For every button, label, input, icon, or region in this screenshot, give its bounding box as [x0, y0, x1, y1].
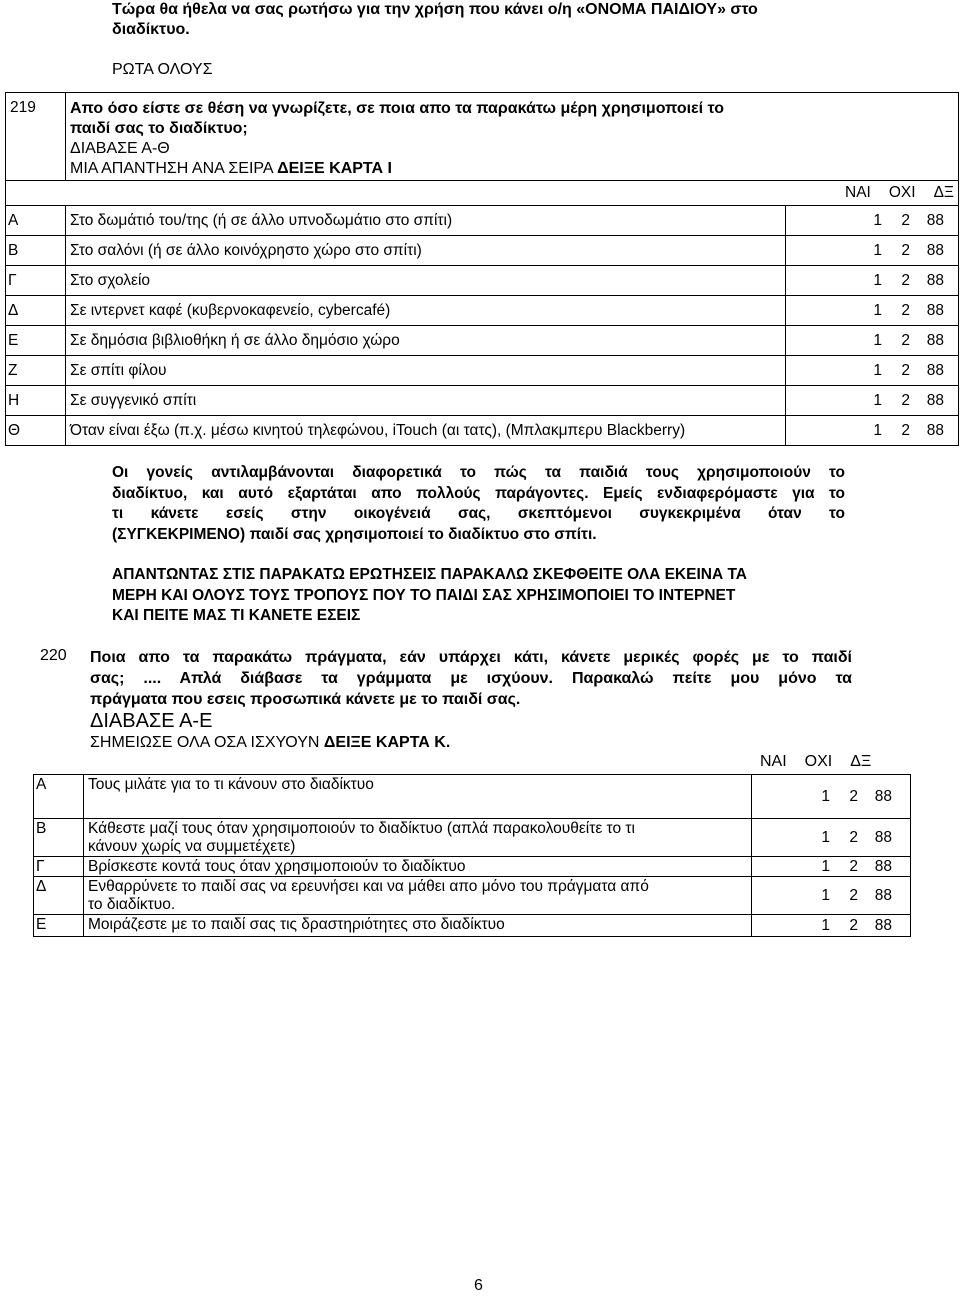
show-card-instruction: ΔΕΙΞΕ ΚΑΡΤΑ Ι — [277, 160, 392, 177]
question-220-row — [34, 819, 911, 857]
answer-instruction-text: ΜΙΑ ΑΠΑΝΤΗΣΗ ΑΝΑ ΣΕΙΡΑ — [70, 160, 278, 177]
question-219-header-row — [6, 93, 959, 181]
row-line-1: Κάθεστε μαζί τους όταν χρησιμοποιούν το διαδίκτυο (απλά παρακολουθείτε το τι — [88, 820, 635, 837]
row-label: Σε σπίτι φίλου — [66, 356, 786, 386]
header-yes-220: ΝΑΙ — [760, 753, 787, 770]
row-codes[interactable] — [786, 296, 959, 326]
code-no[interactable]: 2 — [901, 421, 910, 439]
question-219-number: 219 — [6, 93, 66, 181]
question-220-row — [34, 877, 911, 915]
code-yes[interactable]: 1 — [821, 828, 830, 846]
question-219-text — [66, 93, 786, 181]
question-219-column-headers — [6, 181, 959, 206]
code-no[interactable]: 2 — [901, 241, 910, 259]
code-yes[interactable]: 1 — [873, 271, 882, 289]
code-no[interactable]: 2 — [901, 331, 910, 349]
code-no[interactable]: 2 — [901, 361, 910, 379]
question-220-column-headers — [760, 752, 871, 772]
row-codes[interactable] — [786, 236, 959, 266]
row-line-1: Μοιράζεστε με το παιδί σας τις δραστηριότητες στο διαδίκτυο — [88, 916, 505, 933]
code-no[interactable]: 2 — [901, 211, 910, 229]
code-dk[interactable]: 88 — [874, 828, 892, 846]
code-dk[interactable]: 88 — [874, 857, 892, 875]
question-220-read-instruction: ΔΙΑΒΑΣΕ Α-Ε — [90, 710, 213, 732]
code-dk[interactable]: 88 — [926, 241, 944, 259]
question-219-row — [6, 236, 959, 266]
row-line-1: Βρίσκεστε κοντά τους όταν χρησιμοποιούν το διαδίκτυο — [88, 858, 466, 875]
row-letter: Ε — [6, 326, 66, 356]
row-label — [84, 775, 752, 819]
question-219-row — [6, 416, 959, 446]
code-yes[interactable]: 1 — [873, 331, 882, 349]
show-card-k: ΔΕΙΞΕ ΚΑΡΤΑ Κ. — [323, 734, 451, 751]
page-number: 6 — [474, 1277, 483, 1294]
code-yes[interactable]: 1 — [873, 211, 882, 229]
row-codes[interactable] — [786, 326, 959, 356]
code-dk[interactable]: 88 — [874, 787, 892, 805]
row-label — [84, 819, 752, 857]
row-line-2: κάνουν χωρίς να συμμετέχετε) — [88, 838, 296, 855]
row-codes[interactable] — [752, 877, 911, 915]
row-codes[interactable] — [786, 206, 959, 236]
row-label: Σε δημόσια βιβλιοθήκη ή σε άλλο δημόσιο χώρο — [66, 326, 786, 356]
row-letter: Ε — [34, 915, 84, 937]
question-220-row — [34, 857, 911, 877]
code-dk[interactable]: 88 — [926, 211, 944, 229]
question-219-row — [6, 206, 959, 236]
row-codes[interactable] — [786, 266, 959, 296]
paragraph-line-3: τι κάνετε εσείς στην οικογένειά σας, σκεπτόμενοι συγκεκριμένα όταν το — [112, 505, 845, 522]
code-no[interactable]: 2 — [849, 916, 858, 934]
question-219-line-1: Απο όσο είστε σε θέση να γνωρίζετε, σε ποια απο τα παρακάτω μέρη χρησιμοποιεί το — [70, 100, 724, 117]
code-dk[interactable]: 88 — [926, 301, 944, 319]
row-label: Σε συγγενικό σπίτι — [66, 386, 786, 416]
code-yes[interactable]: 1 — [873, 301, 882, 319]
row-letter: Α — [34, 775, 84, 819]
row-line-1: Ενθαρρύνετε το παιδί σας να ερευνήσει και να μάθει απο μόνο του πράγματα από — [88, 878, 649, 895]
question-220-line-2: σας; .... Απλά διάβασε τα γράμματα με ισχύουν. Παρακαλώ πείτε μου μόνο τα — [90, 670, 852, 687]
row-codes[interactable] — [786, 386, 959, 416]
caps-line-1: ΑΠΑΝΤΩΝΤΑΣ ΣΤΙΣ ΠΑΡΑΚΑΤΩ ΕΡΩΤΗΣΕΙΣ ΠΑΡΑΚΑΛΩ ΣΚΕΦΘΕΙΤΕ ΟΛΑ ΕΚΕΙΝΑ ΤΑ — [112, 566, 747, 583]
code-yes[interactable]: 1 — [873, 241, 882, 259]
code-yes[interactable]: 1 — [873, 421, 882, 439]
question-220-note — [90, 733, 450, 753]
question-219-table — [5, 92, 959, 446]
code-no[interactable]: 2 — [849, 828, 858, 846]
question-220-number: 220 — [40, 647, 67, 664]
row-label — [84, 877, 752, 915]
code-yes[interactable]: 1 — [821, 916, 830, 934]
question-220-line-3: πράγματα που εσεις προσωπικά κάνετε με το παιδί σας. — [90, 691, 521, 708]
intro-line-1: Τώρα θα ήθελα να σας ρωτήσω για την χρήση που κάνει ο/η «ΟΝΟΜΑ ΠΑΙΔΙΟΥ» στο — [112, 1, 758, 18]
question-219-read-instruction: ΔΙΑΒΑΣΕ Α-Θ — [70, 140, 170, 157]
code-dk[interactable]: 88 — [926, 271, 944, 289]
row-label — [84, 915, 752, 937]
row-codes[interactable] — [752, 775, 911, 819]
header-no-220: ΟΧΙ — [804, 753, 833, 770]
row-codes[interactable] — [752, 857, 911, 877]
code-no[interactable]: 2 — [901, 391, 910, 409]
row-codes[interactable] — [752, 915, 911, 937]
caps-line-3: ΚΑΙ ΠΕΙΤΕ ΜΑΣ ΤΙ ΚΑΝΕΤΕ ΕΣΕΙΣ — [112, 607, 361, 624]
code-yes[interactable]: 1 — [873, 361, 882, 379]
row-letter: Δ — [34, 877, 84, 915]
header-dk-220: ΔΞ — [850, 753, 872, 770]
question-220-text — [90, 647, 852, 710]
question-220-row — [34, 775, 911, 819]
row-codes[interactable] — [786, 356, 959, 386]
code-yes[interactable]: 1 — [821, 857, 830, 875]
row-label: Στο σχολείο — [66, 266, 786, 296]
row-label: Στο σαλόνι (ή σε άλλο κοινόχρηστο χώρο στο σπίτι) — [66, 236, 786, 266]
caps-line-2: ΜΕΡΗ ΚΑΙ ΟΛΟΥΣ ΤΟΥΣ ΤΡΟΠΟΥΣ ΠΟΥ ΤΟ ΠΑΙΔΙ ΣΑΣ ΧΡΗΣΙΜΟΠΟΙΕΙ ΤΟ ΙΝΤΕΡΝΕΤ — [112, 586, 736, 604]
row-letter: Β — [34, 819, 84, 857]
code-no[interactable]: 2 — [901, 301, 910, 319]
row-label: Όταν είναι έξω (π.χ. μέσω κινητού τηλεφώνου, iTouch (αι τατς), (Μπλακμπερυ Blackberry) — [66, 416, 786, 446]
code-dk[interactable]: 88 — [874, 886, 892, 904]
row-letter: Η — [6, 386, 66, 416]
code-no[interactable]: 2 — [849, 857, 858, 875]
intro-line-2: διαδίκτυο. — [112, 21, 190, 38]
row-codes[interactable] — [786, 416, 959, 446]
question-219-row — [6, 296, 959, 326]
paragraph-line-2: διαδίκτυο, και αυτό εξαρτάται απο πολλούς παράγοντες. Εμείς ενδιαφερόμαστε για το — [112, 484, 845, 502]
row-letter: Δ — [6, 296, 66, 326]
row-letter: Α — [6, 206, 66, 236]
parents-intro-paragraph — [112, 463, 845, 545]
code-no[interactable]: 2 — [849, 886, 858, 904]
note-text: ΣΗΜΕΙΩΣΕ ΟΛΑ ΟΣΑ ΙΣΧΥΟΥΝ — [90, 734, 324, 751]
question-220-row — [34, 915, 911, 937]
question-219-answer-instruction — [70, 159, 782, 179]
row-letter: Γ — [6, 266, 66, 296]
row-codes[interactable] — [752, 819, 911, 857]
row-letter: Θ — [6, 416, 66, 446]
code-no[interactable]: 2 — [901, 271, 910, 289]
question-220-line-1: Ποια απο τα παρακάτω πράγματα, εάν υπάρχει κάτι, κάνετε μερικές φορές με το παιδί — [90, 649, 852, 666]
row-letter: Ζ — [6, 356, 66, 386]
paragraph-line-4: (ΣΥΓΚΕΚΡΙΜΕΝΟ) παιδί σας χρησιμοποιεί το διαδίκτυο στο σπίτι. — [112, 525, 597, 543]
question-219-line-2: παιδί σας το διαδίκτυο; — [70, 120, 248, 137]
question-219-row — [6, 356, 959, 386]
row-line-2: το διαδίκτυο. — [88, 896, 176, 913]
caps-instruction — [112, 565, 852, 627]
paragraph-line-1: Οι γονείς αντιλαμβάνονται διαφορετικά το πώς τα παιδιά τους χρησιμοποιούν το — [112, 464, 845, 481]
code-yes[interactable]: 1 — [821, 886, 830, 904]
question-220-table — [33, 774, 911, 937]
code-yes[interactable]: 1 — [873, 391, 882, 409]
row-line-1: Τους μιλάτε για το τι κάνουν στο διαδίκτυο — [88, 776, 374, 793]
code-dk[interactable]: 88 — [926, 391, 944, 409]
code-dk[interactable]: 88 — [926, 421, 944, 439]
question-219-row — [6, 326, 959, 356]
header-yes: ΝΑΙ — [845, 184, 871, 201]
header-no: ΟΧΙ — [888, 184, 916, 201]
question-219-row — [6, 386, 959, 416]
code-yes[interactable]: 1 — [821, 787, 830, 805]
code-dk[interactable]: 88 — [926, 361, 944, 379]
code-dk[interactable]: 88 — [926, 331, 944, 349]
row-label: Στο δωμάτιό του/της (ή σε άλλο υπνοδωμάτιο στο σπίτι) — [66, 206, 786, 236]
row-label — [84, 857, 752, 877]
code-no[interactable]: 2 — [849, 787, 858, 805]
question-219-row — [6, 266, 959, 296]
ask-all-instruction: ΡΩΤΑ ΟΛΟΥΣ — [112, 61, 213, 78]
row-label: Σε ιντερνετ καφέ (κυβερνοκαφενείο, cybercafé) — [66, 296, 786, 326]
row-letter: Β — [6, 236, 66, 266]
header-dk: ΔΞ — [933, 184, 954, 201]
code-dk[interactable]: 88 — [874, 916, 892, 934]
row-letter: Γ — [34, 857, 84, 877]
